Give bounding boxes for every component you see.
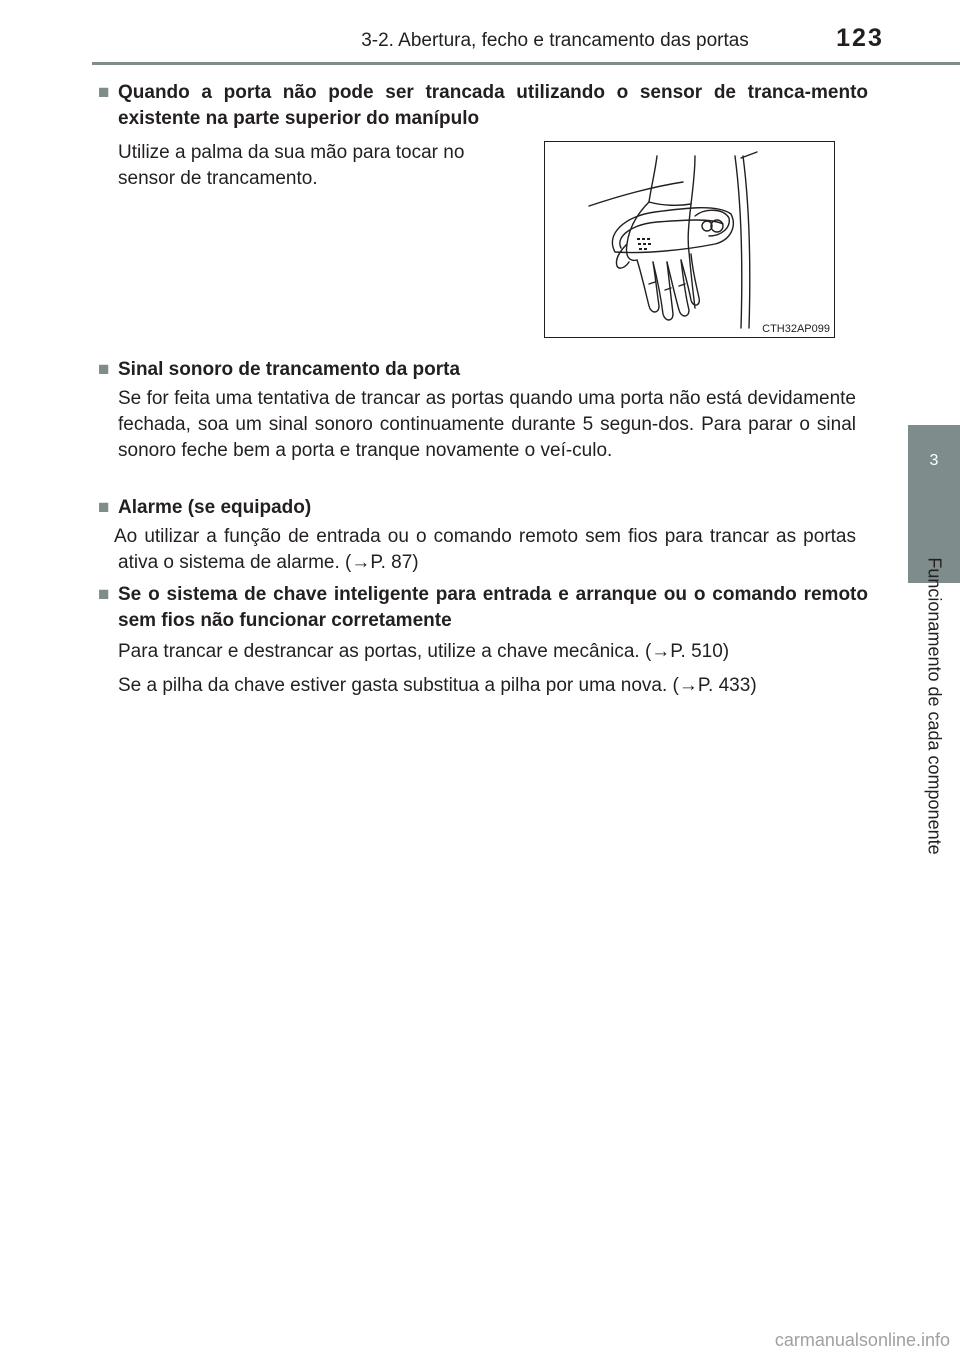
section-body-buzzer: Se for feita uma tentativa de trancar as portas quando uma porta não está devidamente fechada, soa um sinal sonoro continuamente durante 5 segun-dos. Para parar o sinal sonoro feche bem a porta e tranque novamente o veí-culo. xyxy=(118,388,856,461)
square-bullet-icon: ■ xyxy=(98,584,110,605)
section-heading-text: Alarme (se equipado) xyxy=(118,497,312,518)
section-heading-text: Sinal sonoro de trancamento da porta xyxy=(118,359,461,380)
chapter-tab-number: 3 xyxy=(929,452,939,469)
figure-code: CTH32AP099 xyxy=(762,323,830,335)
running-header-title: 3-2. Abertura, fecho e trancamento das portas xyxy=(361,30,749,51)
section-body-alarm: Ao utilizar a função de entrada ou o comando remoto sem fios para trancar as portas ativa o sistema de alarme. (→P. 87) xyxy=(114,526,856,573)
section-heading-sensor xyxy=(98,80,868,132)
section-body-smart-key-battery: Se a pilha da chave estiver gasta substitua a pilha por uma nova. (→P. 433) xyxy=(118,675,757,696)
section-heading-text: Se o sistema de chave inteligente para entrada e arranque ou o comando remoto sem fios não funcionar corretamente xyxy=(118,584,868,631)
square-bullet-icon: ■ xyxy=(98,82,110,103)
section-heading-alarm xyxy=(98,495,868,521)
page-number: 123 xyxy=(836,24,884,52)
section-heading-smart-key xyxy=(98,582,868,634)
hand-on-door-handle-illustration xyxy=(545,142,834,337)
section-body-sensor: Utilize a palma da sua mão para tocar no sensor de trancamento. xyxy=(118,142,465,189)
watermark: carmanualsonline.info xyxy=(774,1330,950,1350)
section-heading-buzzer xyxy=(98,357,868,383)
section-body-smart-key: Para trancar e destrancar as portas, utilize a chave mecânica. (→P. 510) xyxy=(118,641,730,662)
header-rule xyxy=(92,62,960,65)
section-heading-text: Quando a porta não pode ser trancada utilizando o sensor de tranca-mento existente na parte superior do manípulo xyxy=(118,82,868,129)
figure-hand-on-handle xyxy=(544,141,835,338)
chapter-side-label: Funcionamento de cada componente xyxy=(924,557,945,855)
square-bullet-icon: ■ xyxy=(98,359,110,380)
square-bullet-icon: ■ xyxy=(98,497,110,518)
